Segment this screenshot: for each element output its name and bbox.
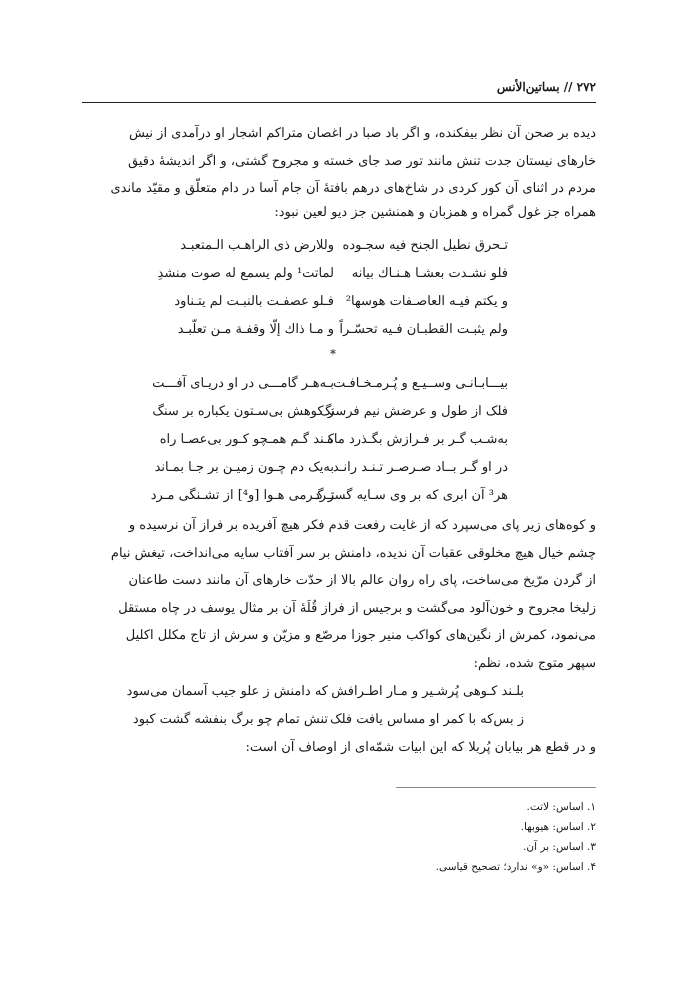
verse-hemistich-second: وللارض ذی الراهـب الـمتعبـد xyxy=(180,238,334,253)
verse-hemistich-first: ولم یثبـت القطبـان فـیه تحسّـراً xyxy=(339,322,508,337)
verse-row xyxy=(82,398,596,426)
paragraph-intro xyxy=(82,120,596,226)
verse-hemistich-second: لماتت¹ ولم یسمع له صوت منشدِ xyxy=(157,266,334,281)
verse-hemistich-first: بلـند کـوهی پُرشـیر و مـار اطـرافش xyxy=(331,684,524,699)
verse-row xyxy=(82,454,596,482)
text-line: سپهر متوج شده، نظم: xyxy=(473,655,596,671)
verse-hemistich-second: و مـا ذاك إلّا وقفـة مـن تعلّبـد xyxy=(177,322,334,337)
verse-hemistich-first: و یکتم فیـه العاصـفات هوسها² xyxy=(345,294,508,309)
paragraph-mountains xyxy=(82,512,596,677)
verse-hemistich-first: هر³ آن ابری که بر وی سـایه گستـرد xyxy=(313,488,508,503)
verse-row xyxy=(82,370,596,398)
verse-hemistich-first: بیـــابـانـی وســیـع و پُـرمـخـافـت xyxy=(332,376,508,391)
footnotes xyxy=(436,797,596,877)
couplet-block xyxy=(82,678,596,734)
verse-hemistich-first: فلو نشـدت بعشـا هـنـاك بیانه xyxy=(351,266,508,281)
text-line: می‌نمود، کمرش از نگین‌های کواکب منیر جوزا مرصّع و مزیّن و سرش از تاج مکلل اکلیل xyxy=(125,628,596,643)
verse-row xyxy=(82,426,596,454)
verse-row xyxy=(82,706,596,734)
verse-row xyxy=(82,678,596,706)
running-title: ۲۷۲ // بساتین‌الأنس xyxy=(496,80,596,94)
footnote: ۴. اساس: «و» ندارد؛ تصحیح قیاسی. xyxy=(435,861,596,873)
text-line: همراه جز غول گمراه و همزبان و همنشین جز دیو لعین نبود: xyxy=(274,204,596,220)
text-line: زلیخا مجروح و خون‌آلود می‌گشت و برجیس از فراز قُلَهٔ آن بر مثال یوسف در چاه مستقل xyxy=(118,600,596,616)
text-line: خارهای نیستان جدت تنش مانند تور صد جای خسته و مجروح گشتی، و اگر اندیشهٔ دقیق xyxy=(128,153,596,169)
verse-hemistich-first: تـحرق نطیل الجنح فیه سجـوده xyxy=(342,238,508,253)
text-line: و در قطع هر بیابان پُربلا که این ابیات شمّه‌ای از اوصاف آن است: xyxy=(245,740,596,755)
text-line: دیده بر صحن آن نظر بیفکنده، و اگر باد صبا در اغصان متراکم اشجار او درآمدی از نیش xyxy=(128,126,596,141)
text-line: از گردن مرّیخ می‌ساخت، پای راه روان عالم بالا از حدّت خارهای آن مانند دست طاعنان xyxy=(128,573,596,588)
verse-hemistich-second: ز گـرمی هـوا [و⁴] از تشـنگی مـرد xyxy=(150,488,334,503)
text-line: چشم خیال هیچ مخلوقی عقبات آن ندیده، دامنش بر سر آفتاب سایه می‌انداخت، تیغش نیام xyxy=(110,545,596,561)
arabic-verse-block xyxy=(82,232,596,344)
verse-row xyxy=(82,316,596,344)
verse-row xyxy=(82,232,596,260)
section-separator: * xyxy=(330,347,336,361)
verse-hemistich-second: کـند گـم همـچو کـور بی‌عصـا راه xyxy=(159,432,334,447)
verse-row xyxy=(82,482,596,510)
verse-hemistich-second: ز کوهش بی‌سـتون یکباره بر سنگ xyxy=(152,404,334,419)
text-line: مردم در اثنای آن کور کردی در شاخ‌های درهم بافتهٔ آن جام آسا در دام متعلّق و مقیّد ماندی xyxy=(110,181,596,196)
verse-row xyxy=(82,260,596,288)
verse-hemistich-first: در او گـر بــاد صـرصـر تـنـد رانـد xyxy=(332,460,508,475)
verse-hemistich-second: که دامنش ز علو جیب آسمان می‌سود xyxy=(126,684,328,699)
verse-hemistich-second: به‌یک دم چـون زمیـن بر جـا بمـاند xyxy=(154,460,334,475)
running-header xyxy=(82,80,596,103)
paragraph-desert xyxy=(82,734,596,762)
verse-hemistich-first: ز بس‌که با کمر او مساس یافت فلک xyxy=(329,712,524,727)
text-line: و کوه‌های زیر پای می‌سپرد که از غایت رفعت قدم فکر هیچ آفریده بر فراز آن نرسیده و xyxy=(128,518,596,533)
verse-hemistich-first: فلک از طول و عرضش نیم فرسنگ xyxy=(319,404,508,419)
verse-hemistich-second: فـلو عصفـت بالنبـت لم یتـناود xyxy=(174,294,334,309)
footnote: ۳. اساس: بر آن. xyxy=(523,841,596,853)
footnote: ۱. اساس: لاتت. xyxy=(526,801,596,813)
footnote-divider xyxy=(396,787,596,788)
verse-hemistich-second: تنش تمام چو برگ بنفشه گشت کبود xyxy=(132,712,328,727)
verse-hemistich-second: بـه‌هـر گامـــی در او دریـای آفـــت xyxy=(152,376,334,391)
verse-row xyxy=(82,288,596,316)
persian-verse-block xyxy=(82,370,596,510)
verse-hemistich-first: به‌شـب گـر بر فـرازش بگـذرد ماه xyxy=(327,432,508,447)
footnote: ۲. اساس: هیوبها. xyxy=(520,821,596,833)
